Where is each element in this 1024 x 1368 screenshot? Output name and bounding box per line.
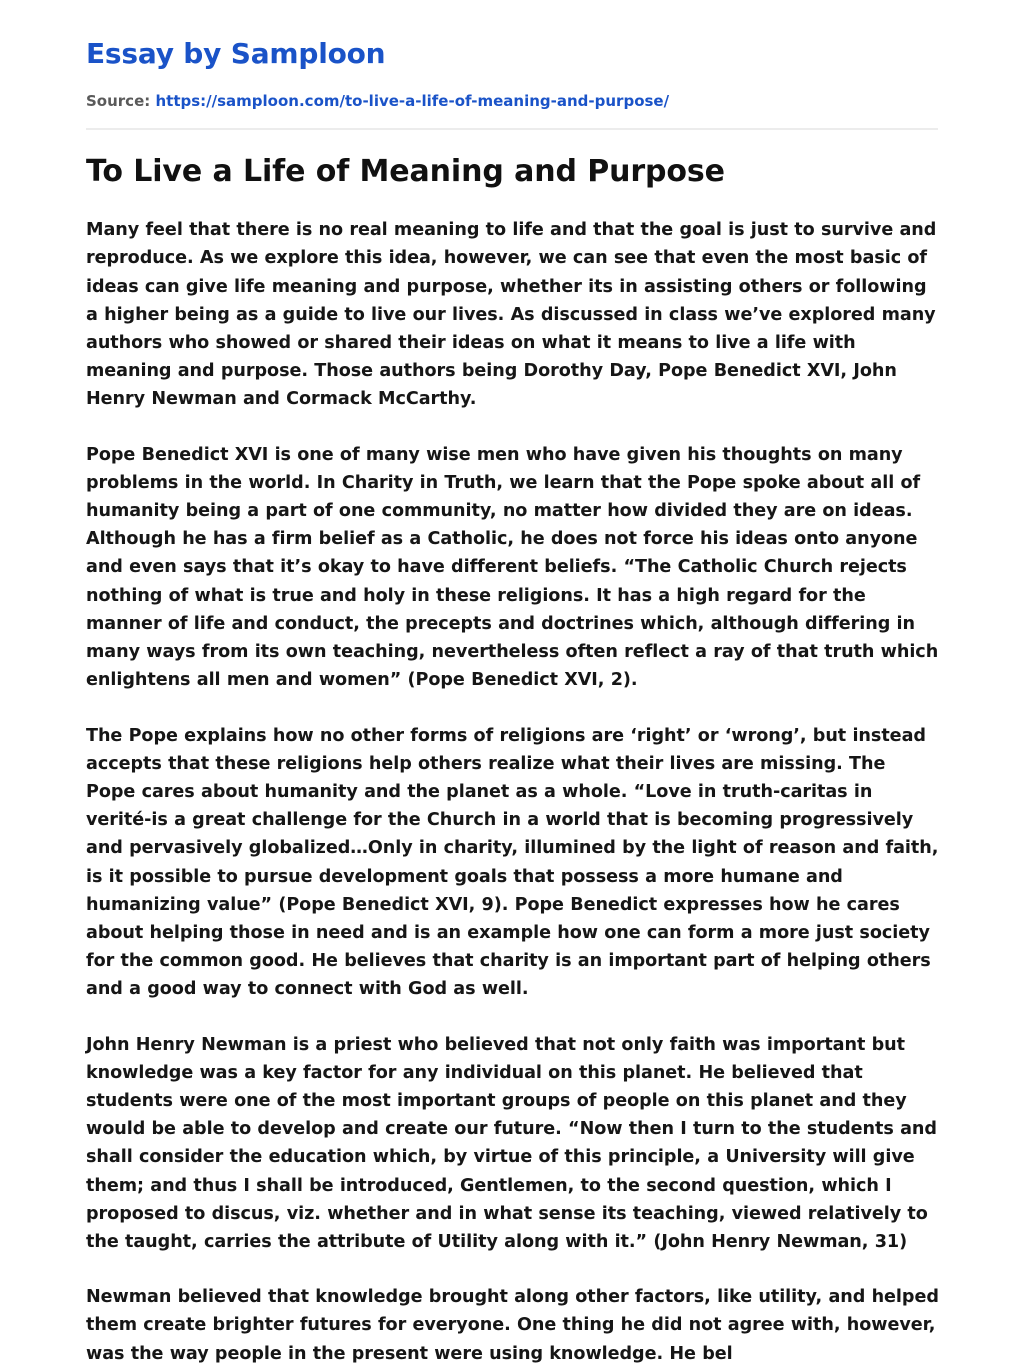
site-brand-heading: Essay by Samploon [86,37,386,70]
source-line [86,71,940,111]
body-paragraph: The Pope explains how no other forms of religions are ‘right’ or ‘wrong’, but instead accepts that these religions help others realize what their lives are missing. The Pope cares about humanity and the planet as a whole. “Love in truth-caritas in verité-is a great challenge for the Church in a world that is becoming progressively and pervasively globalized…Only in charity, illumined by the light of reason and faith, is it possible to pursue development goals that possess a more humane and humanizing value” (Pope Benedict XVI, 9). Pope Benedict expresses how he cares about helping those in need and is an example how one can form a more just society for the common good. He believes that charity is an important part of helping others and a good way to connect with God as well. [86,725,939,1000]
source-label: Source: [86,92,151,110]
body-paragraph: Newman believed that knowledge brought along other factors, like utility, and helped them create brighter futures for everyone. One thing he did not agree with, however, was the way people in the present were using knowledge. He bel [86,1287,939,1364]
body-paragraph: Pope Benedict XVI is one of many wise men who have given his thoughts on many problems in the world. In Charity in Truth, we learn that the Pope spoke about all of humanity being a part of one community, no matter how divided they are on ideas. Although he has a firm belief as a Catholic, he does not force his ideas onto anyone and even says that it’s okay to have different beliefs. “The Catholic Church rejects nothing of what is true and holy in these religions. It has a high regard for the manner of life and conduct, the precepts and doctrines which, although differing in many ways from its own teaching, nevertheless often reflect a ray of that truth which enlightens all men and women” (Pope Benedict XVI, 2). [86,444,939,691]
page-title: To Live a Life of Meaning and Purpose [86,154,725,190]
body-paragraph: Many feel that there is no real meaning to life and that the goal is just to survive and reproduce. As we explore this idea, however, we can see that even the most basic of ideas can give life meaning and purpose, whether its in assisting others or following a higher being as a guide to live our lives. As discussed in class we’ve explored many authors who showed or shared their ideas on what it means to live a life with meaning and purpose. Those authors being Dorothy Day, Pope Benedict XVI, John Henry Newman and Cormack McCarthy. [86,220,937,410]
content-column [86,0,940,1368]
body-paragraph: John Henry Newman is a priest who believed that not only faith was important but knowledge was a key factor for any individual on this planet. He believed that students were one of the most important groups of people on this planet and they would be able to develop and create our future. “Now then I turn to the students and shall consider the education which, by virtue of this principle, a University will give them; and thus I shall be introduced, Gentlemen, to the second question, which I proposed to discus, viz. whether and in what sense its teaching, viewed relatively to the taught, carries the attribute of Utility along with it.” (John Henry Newman, 31) [86,1034,937,1252]
essay-body [86,190,940,1368]
source-url-link[interactable]: https://samploon.com/to-live-a-life-of-meaning-and-purpose/ [155,92,670,110]
